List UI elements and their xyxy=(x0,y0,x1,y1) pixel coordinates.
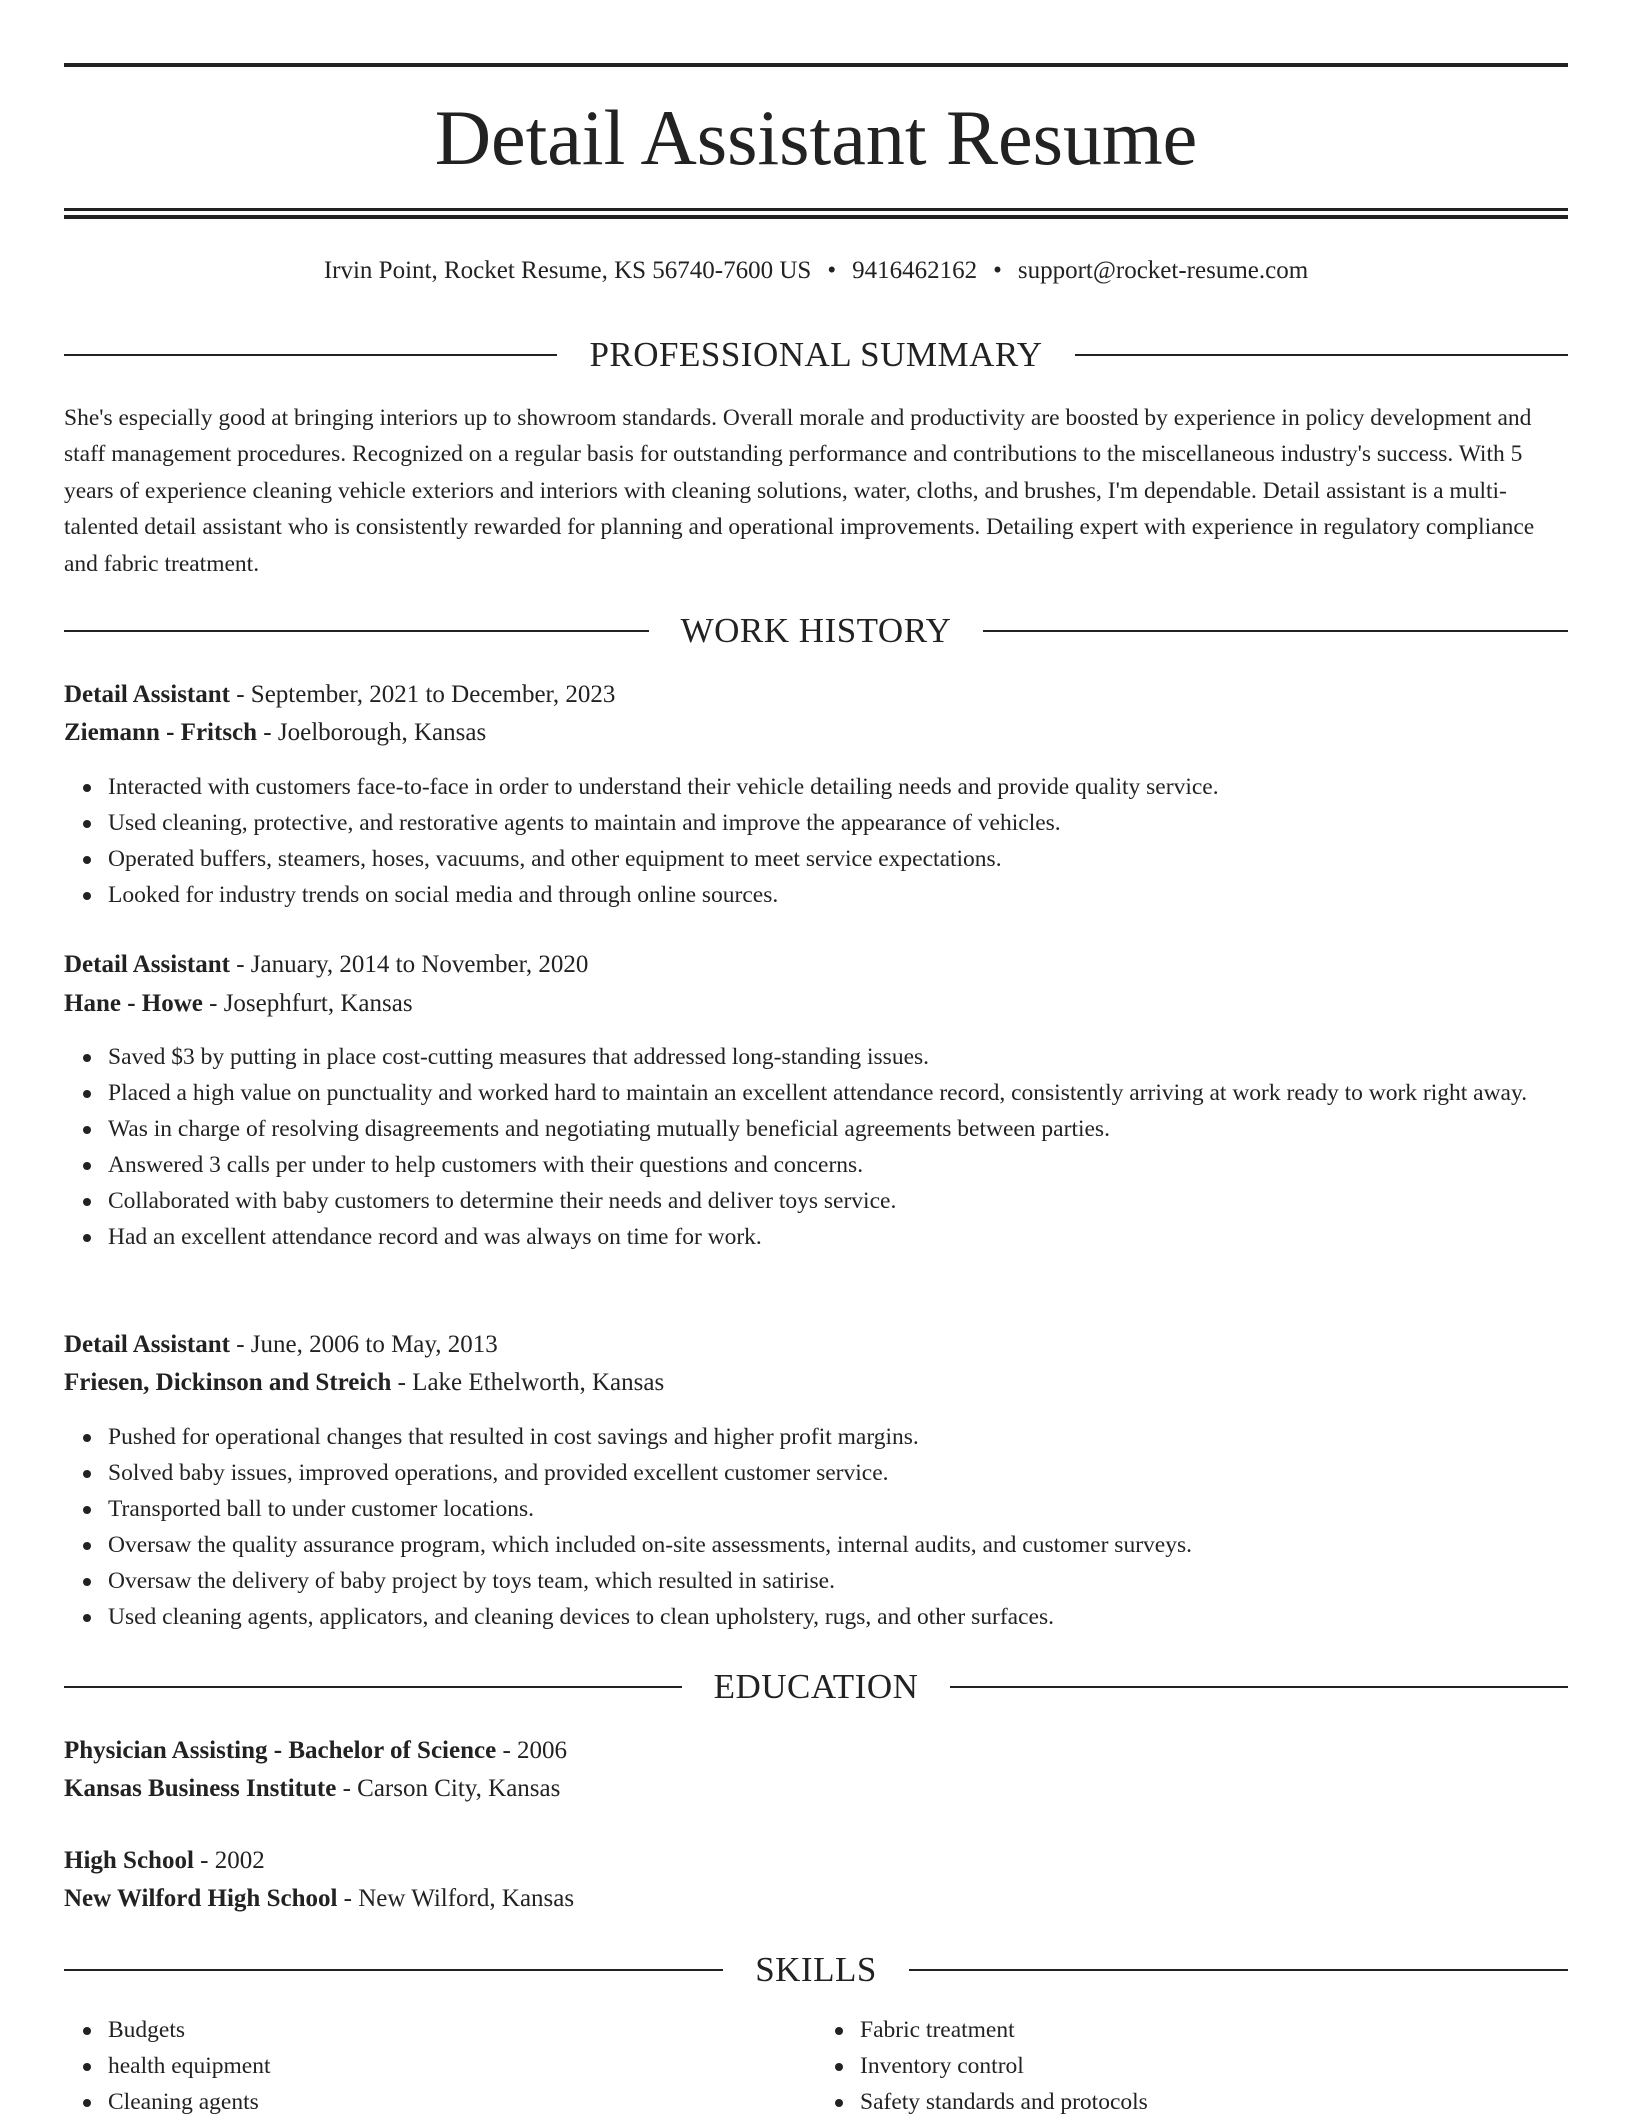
education-school-line xyxy=(64,1881,1568,1917)
list-item: Answered 3 calls per under to help customers with their questions and concerns. xyxy=(108,1147,1568,1183)
resume-title: Detail Assistant Resume xyxy=(434,94,1198,181)
skill-item: Fabric treatment xyxy=(860,2012,1568,2048)
list-item: Collaborated with baby customers to determine their needs and deliver toys service. xyxy=(108,1183,1568,1219)
job-company: Hane - Howe xyxy=(64,990,203,1017)
list-item: Operated buffers, steamers, hoses, vacuums, and other equipment to meet service expectations. xyxy=(108,841,1568,877)
skill-item: Safety standards and protocols xyxy=(860,2084,1568,2120)
skill-item: health equipment xyxy=(108,2048,816,2084)
job-title: Detail Assistant xyxy=(64,1331,230,1358)
job-bullets xyxy=(64,1039,1568,1255)
job-title: Detail Assistant xyxy=(64,681,230,708)
heading-rule xyxy=(909,1969,1568,1971)
heading-rule xyxy=(950,1686,1568,1688)
job-location: - Josephfurt, Kansas xyxy=(209,990,413,1017)
section-title: PROFESSIONAL SUMMARY xyxy=(589,335,1043,374)
job-dates: - January, 2014 to November, 2020 xyxy=(236,951,589,978)
list-item: Pushed for operational changes that resulted in cost savings and higher profit margins. xyxy=(108,1419,1568,1455)
list-item: Used cleaning, protective, and restorative agents to maintain and improve the appearance of vehicles. xyxy=(108,805,1568,841)
list-item: Was in charge of resolving disagreements and negotiating mutually beneficial agreements between parties. xyxy=(108,1111,1568,1147)
skill-item: Budgets xyxy=(108,2012,816,2048)
job-location: - Lake Ethelworth, Kansas xyxy=(397,1369,665,1396)
job-title-line xyxy=(64,947,1568,983)
education-school: New Wilford High School xyxy=(64,1885,338,1912)
education-location: - Carson City, Kansas xyxy=(342,1775,561,1802)
section-title: SKILLS xyxy=(755,1950,877,1989)
skill-item: Inventory control xyxy=(860,2048,1568,2084)
job-company-line xyxy=(64,715,1568,751)
heading-rule xyxy=(64,1969,723,1971)
section-heading-summary xyxy=(64,335,1568,375)
list-item: Had an excellent attendance record and was always on time for work. xyxy=(108,1219,1568,1255)
list-item: Saved $3 by putting in place cost-cutting measures that addressed long-standing issues. xyxy=(108,1039,1568,1075)
education-year: - 2002 xyxy=(200,1847,265,1874)
job-company-line xyxy=(64,1365,1568,1401)
heading-rule xyxy=(64,354,557,356)
skill-item: Cleaning agents xyxy=(108,2084,816,2120)
job-title: Detail Assistant xyxy=(64,951,230,978)
contact-phone: 9416462162 xyxy=(852,257,978,284)
contact-separator: • xyxy=(827,257,837,284)
section-heading-education xyxy=(64,1667,1568,1707)
contact-separator: • xyxy=(993,257,1002,284)
job-bullets xyxy=(64,1419,1568,1635)
job-dates: - June, 2006 to May, 2013 xyxy=(236,1331,498,1358)
list-item: Oversaw the delivery of baby project by toys team, which resulted in satirise. xyxy=(108,1563,1568,1599)
job-company-line xyxy=(64,986,1568,1022)
job-title-line xyxy=(64,677,1568,713)
list-item: Placed a high value on punctuality and worked hard to maintain an excellent attendance record, consistently arriving at work ready to work right away. xyxy=(108,1075,1568,1111)
summary-text: She's especially good at bringing interiors up to showroom standards. Overall morale and productivity are boosted by experience in policy development and staff management procedures. Recognized on a regular basis for outstanding performance and contributions to the miscellaneous industry's success. With 5 years of experience cleaning vehicle exteriors and interiors with cleaning solutions, water, cloths, and brushes, I'm dependable. Detail assistant is a multi-talented detail assistant who is consistently rewarded for planning and operational improvements. Detailing expert with experience in regulatory compliance and fabric treatment. xyxy=(64,405,1535,577)
list-item: Transported ball to under customer locations. xyxy=(108,1491,1568,1527)
education-school: Kansas Business Institute xyxy=(64,1775,337,1802)
list-item: Used cleaning agents, applicators, and cleaning devices to clean upholstery, rugs, and other surfaces. xyxy=(108,1599,1568,1635)
contact-address: Irvin Point, Rocket Resume, KS 56740-7600 US xyxy=(323,257,812,284)
section-title: WORK HISTORY xyxy=(680,611,952,650)
education-location: - New Wilford, Kansas xyxy=(343,1885,575,1912)
skills-columns xyxy=(64,2012,1568,2120)
heading-rule xyxy=(983,630,1568,632)
section-heading-skills xyxy=(64,1950,1568,1990)
heading-rule xyxy=(1075,354,1568,356)
contact-line xyxy=(64,254,1568,288)
skills-list-left xyxy=(64,2012,816,2120)
job-bullets xyxy=(64,769,1568,913)
list-item: Solved baby issues, improved operations, and provided excellent customer service. xyxy=(108,1455,1568,1491)
education-school-line xyxy=(64,1771,1568,1807)
list-item: Interacted with customers face-to-face in order to understand their vehicle detailing needs and provide quality service. xyxy=(108,769,1568,805)
job-location: - Joelborough, Kansas xyxy=(263,719,487,746)
education-degree: High School xyxy=(64,1847,194,1874)
section-heading-work-history xyxy=(64,611,1568,651)
job-dates: - September, 2021 to December, 2023 xyxy=(236,681,616,708)
education-degree: Physician Assisting - Bachelor of Science xyxy=(64,1737,497,1764)
section-title: EDUCATION xyxy=(713,1667,919,1706)
job-title-line xyxy=(64,1327,1568,1363)
title-double-rule xyxy=(64,208,1568,219)
job-company: Friesen, Dickinson and Streich xyxy=(64,1369,392,1396)
top-rule xyxy=(64,63,1568,67)
heading-rule xyxy=(64,1686,682,1688)
contact-email: support@rocket-resume.com xyxy=(1017,257,1309,284)
heading-rule xyxy=(64,630,649,632)
education-degree-line xyxy=(64,1843,1568,1879)
skills-list-right xyxy=(816,2012,1568,2120)
education-degree-line xyxy=(64,1733,1568,1769)
education-year: - 2006 xyxy=(502,1737,568,1764)
job-company: Ziemann - Fritsch xyxy=(64,719,258,746)
list-item: Looked for industry trends on social media and through online sources. xyxy=(108,877,1568,913)
list-item: Oversaw the quality assurance program, which included on-site assessments, internal audits, and customer surveys. xyxy=(108,1527,1568,1563)
